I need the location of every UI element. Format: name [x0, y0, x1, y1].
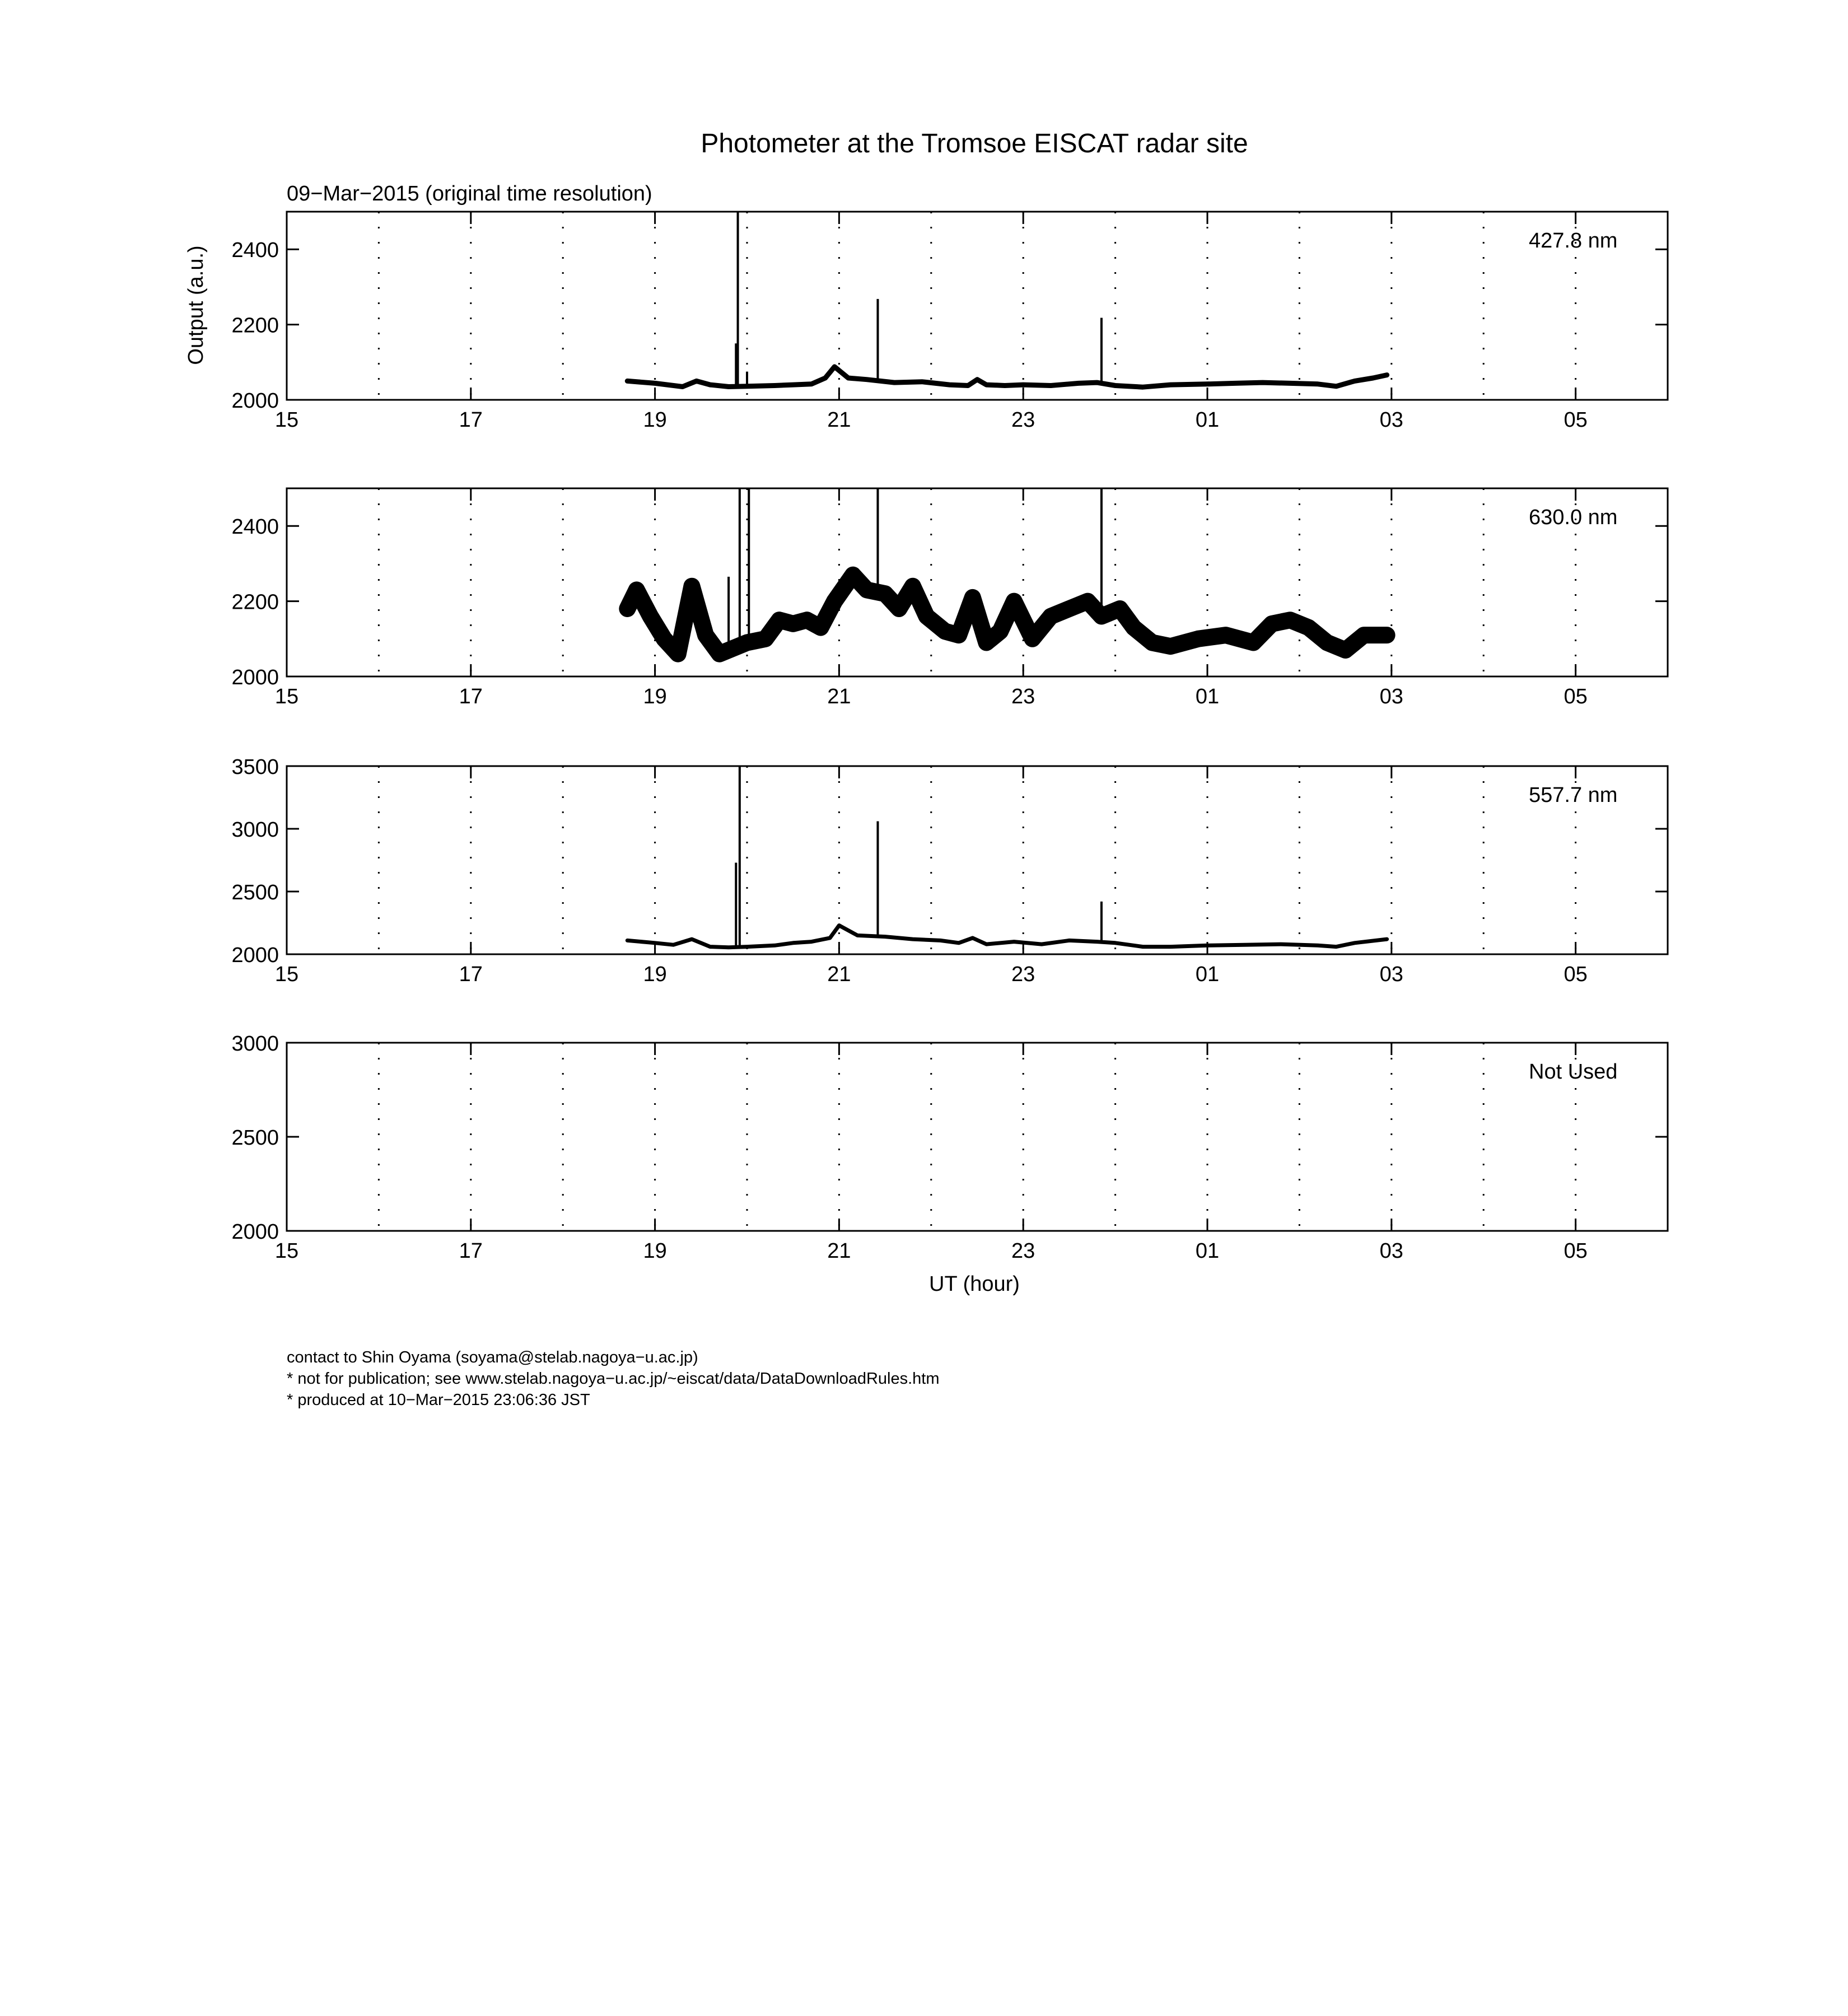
x-tick-label: 15 [274, 408, 299, 432]
series-line-3-1 [627, 926, 1387, 948]
x-tick-label: 21 [827, 963, 851, 986]
x-tick-label: 15 [274, 685, 299, 708]
y-tick-label: 2500 [231, 881, 279, 904]
y-tick-label: 2000 [231, 666, 279, 689]
x-tick-label: 15 [274, 1239, 299, 1263]
x-tick-label: 21 [827, 408, 851, 432]
x-tick-label: 23 [1011, 685, 1035, 708]
axes-frame [287, 488, 1668, 676]
x-tick-label: 17 [459, 1239, 483, 1263]
footer-notes [287, 1347, 940, 1411]
x-tick-label: 01 [1195, 685, 1220, 708]
series-line-1-1 [627, 367, 1387, 387]
y-tick-label: 2500 [231, 1126, 279, 1150]
y-tick-label: 3000 [231, 1032, 279, 1056]
x-tick-label: 23 [1011, 963, 1035, 986]
series-line-2-1 [627, 575, 1387, 654]
panel-label: Not Used [1529, 1060, 1618, 1084]
x-tick-label: 19 [643, 963, 667, 986]
axes-frame [287, 212, 1668, 400]
x-tick-label: 05 [1564, 963, 1588, 986]
y-axis-label: Output (a.u.) [184, 245, 208, 365]
y-tick-label: 2200 [231, 590, 279, 614]
footer-rules: * not for publication; see www.stelab.nagoya−u.ac.jp/~eiscat/data/DataDownloadRules.htm [287, 1370, 940, 1388]
axes-frame [287, 766, 1668, 954]
chart-panels [231, 212, 1668, 1263]
x-tick-label: 03 [1379, 1239, 1403, 1263]
panel-1 [231, 212, 1668, 432]
axes-frame [287, 1043, 1668, 1231]
x-tick-label: 17 [459, 685, 483, 708]
x-tick-label: 01 [1195, 408, 1220, 432]
y-tick-label: 3500 [231, 755, 279, 779]
figure-title: Photometer at the Tromsoe EISCAT radar site [701, 129, 1248, 158]
x-tick-label: 17 [459, 408, 483, 432]
x-tick-label: 19 [643, 408, 667, 432]
x-tick-label: 03 [1379, 685, 1403, 708]
y-tick-label: 2400 [231, 515, 279, 539]
y-tick-label: 2000 [231, 389, 279, 413]
x-tick-label: 05 [1564, 685, 1588, 708]
x-tick-label: 01 [1195, 1239, 1220, 1263]
x-axis-label: UT (hour) [929, 1272, 1020, 1296]
panel-label: 427.8 nm [1529, 229, 1618, 253]
footer-contact: contact to Shin Oyama (soyama@stelab.nagoya−u.ac.jp) [287, 1348, 698, 1366]
x-tick-label: 17 [459, 963, 483, 986]
x-tick-label: 19 [643, 685, 667, 708]
x-tick-label: 03 [1379, 408, 1403, 432]
x-tick-label: 05 [1564, 1239, 1588, 1263]
y-tick-label: 2000 [231, 1220, 279, 1244]
x-tick-label: 19 [643, 1239, 667, 1263]
x-tick-label: 01 [1195, 963, 1220, 986]
x-tick-label: 03 [1379, 963, 1403, 986]
x-tick-label: 21 [827, 685, 851, 708]
panel-3 [231, 755, 1668, 986]
x-tick-label: 23 [1011, 1239, 1035, 1263]
x-tick-label: 21 [827, 1239, 851, 1263]
panel-label: 630.0 nm [1529, 506, 1618, 529]
x-tick-label: 15 [274, 963, 299, 986]
y-tick-label: 2000 [231, 944, 279, 967]
y-tick-label: 3000 [231, 818, 279, 842]
x-tick-label: 05 [1564, 408, 1588, 432]
x-tick-label: 23 [1011, 408, 1035, 432]
y-tick-label: 2400 [231, 239, 279, 263]
panel-label: 557.7 nm [1529, 783, 1618, 807]
footer-produced: * produced at 10−Mar−2015 23:06:36 JST [287, 1391, 590, 1409]
panel-2 [231, 488, 1668, 708]
y-tick-label: 2200 [231, 314, 279, 338]
figure-subtitle: 09−Mar−2015 (original time resolution) [287, 182, 652, 206]
panel-4 [231, 1032, 1668, 1263]
